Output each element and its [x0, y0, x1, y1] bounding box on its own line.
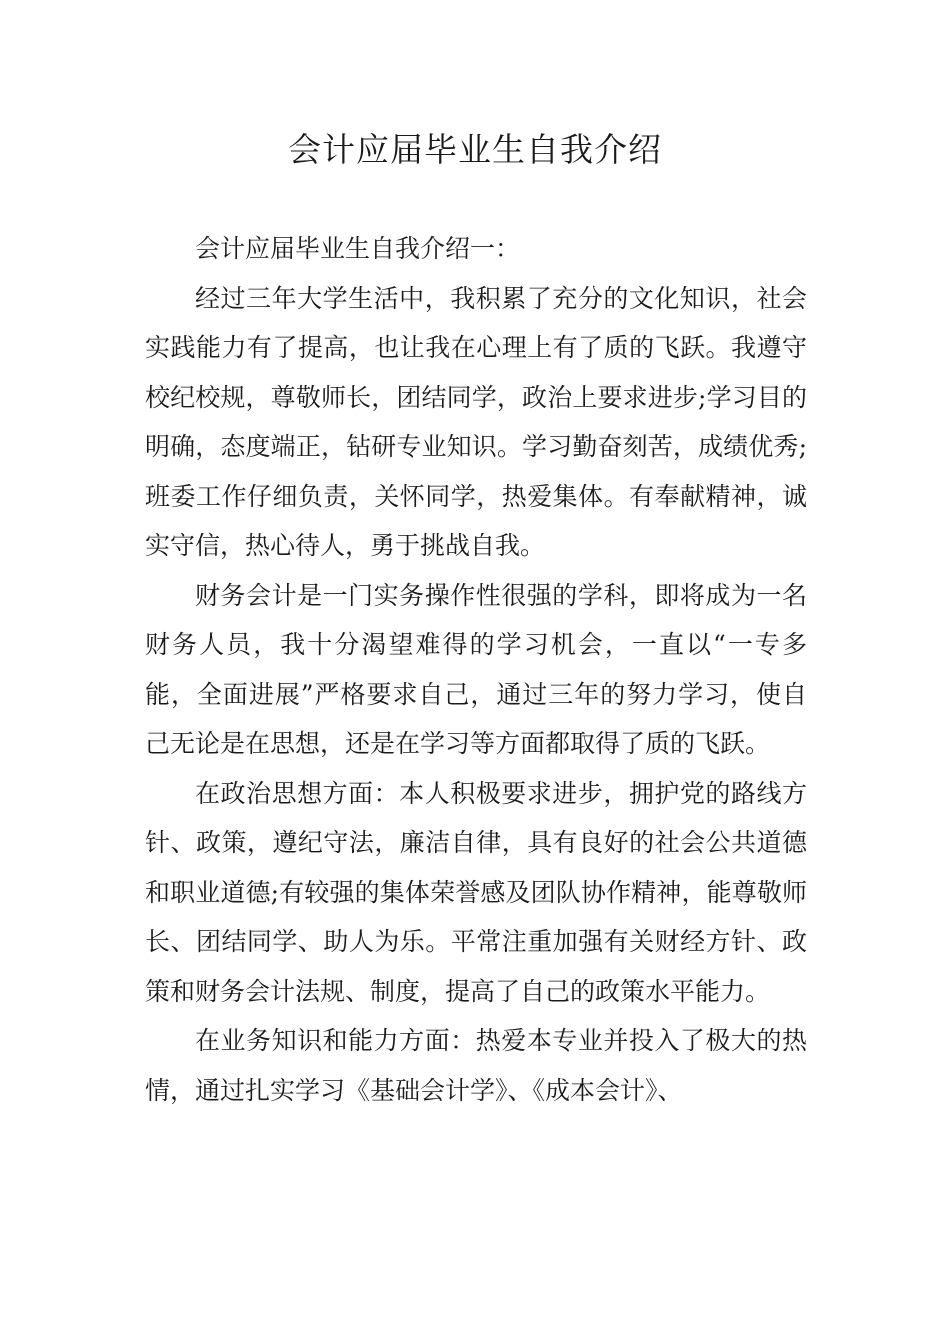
paragraph-2: 财务会计是一门实务操作性很强的学科，即将成为一名财务人员，我十分渴望难得的学习机会，一直以“一专多能，全面进展”严格要求自己，通过三年的努力学习，使自己无论是在思想，还是在学习等方面都取得了质的飞跃。: [145, 580, 807, 758]
document-title: 会计应届毕业生自我介绍: [288, 130, 662, 169]
paragraph-3: 在政治思想方面：本人积极要求进步，拥护党的路线方针、政策，遵纪守法，廉洁自律，具有良好的社会公共道德和职业道德;有较强的集体荣誉感及团队协作精神，能尊敬师长、团结同学、助人为乐。平常注重加强有关财经方针、政策和财务会计法规、制度，提高了自己的政策水平能力。: [145, 778, 807, 1006]
paragraph-4: 在业务知识和能力方面：热爱本专业并投入了极大的热情，通过扎实学习《基础会计学》、《成本会计》、: [145, 1026, 807, 1105]
document-body: [145, 224, 807, 1115]
paragraph-1: 经过三年大学生活中，我积累了充分的文化知识，社会实践能力有了提高，也让我在心理上有了质的飞跃。我遵守校纪校规，尊敬师长，团结同学，政治上要求进步;学习目的明确，态度端正，钻研专业知识。学习勤奋刻苦，成绩优秀;班委工作仔细负责，关怀同学，热爱集体。有奉献精神，诚实守信，热心待人，勇于挑战自我。: [145, 283, 807, 560]
paragraph-subtitle: 会计应届毕业生自我介绍一：: [195, 234, 521, 263]
